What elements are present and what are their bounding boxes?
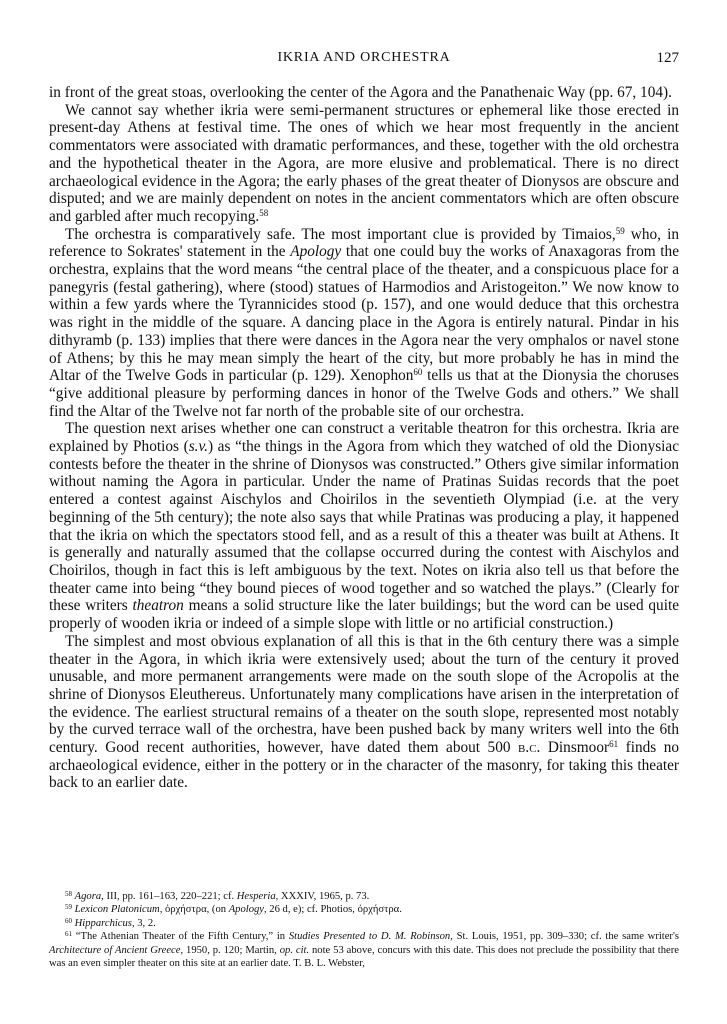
footnote-58-mark: 58 — [65, 890, 72, 898]
footnote-59-text-d: , 26 d, e); cf. Photios, ὀρχήστρα. — [264, 904, 402, 916]
footnote-ref-61: 61 — [609, 739, 619, 750]
paragraph-3-text-c: that one could buy the works of Anaxagoras from the orchestra, explains that the word means “the central place of the theater, and a conspicuous place for a panegyris (festal gathering), where (stood) statues of Harmodios and Aristogeiton.” We now know to within a few yards where the Tyrannicides stood (p. 157), and one would deduce that this orchestra was right in the middle of the square. A dancing place in the Agora is entirely natural. Pindar in his dithyramb (p. 133) implies that there were dances in the Agora near the very omphalos or navel stone of Athens; by this he may mean simply the heart of the city, but more probably he has in mind the Altar of the Twelve Gods in particular (p. 129). Xenophon — [49, 243, 679, 385]
footnote-59-apology: Apology — [228, 904, 264, 916]
paragraph-3 — [49, 226, 679, 421]
footnote-61-studies: Studies Presented to D. M. Robinson — [288, 931, 451, 943]
footnote-60-text-b: , 3, 2. — [131, 917, 156, 929]
sv-abbrev: s.v. — [188, 438, 208, 456]
footnote-61-op-cit: op. cit. — [279, 944, 310, 956]
paragraph-4-text-c: means a solid structure like the later buildings; but the word can be used quite properly of wooden ikria or indeed of a simple slope with little or no artificial construction.) — [49, 597, 679, 633]
footnote-61-text-e: , 1950, p. 120; Martin, — [180, 944, 280, 956]
footnote-61-text-g: note 53 above, concurs with this date. This does not preclude the possibility that there was an even simpler theater on this site at an earlier date. T. B. L. Webster, — [49, 944, 679, 970]
paragraph-1-text: in front of the great stoas, overlooking the center of the Agora and the Panathenaic Way (pp. 67, 104). — [49, 84, 672, 101]
paragraph-2 — [49, 102, 679, 226]
paragraph-1 — [49, 84, 679, 102]
body-text — [49, 84, 679, 792]
footnote-ref-59: 59 — [615, 225, 625, 236]
paragraph-3-text-b: who, in reference to Sokrates' statement in the — [49, 225, 679, 261]
footnote-58-hesperia: Hesperia — [236, 891, 276, 902]
footnote-58 — [49, 890, 679, 903]
paragraph-4-text-a: The question next arises whether one can construct a veritable theatron for this orchestra. Ikria are explained by Photios ( — [49, 420, 679, 456]
footnote-60 — [49, 917, 679, 930]
paragraph-2-text: We cannot say whether ikria were semi-permanent structures or ephemeral like those erected in present-day Athens at festival time. The ones of which we hear most frequently in the ancient commentators were associated with dramatic performances, and these, together with the old orchestra and the hypothetical theater in the Agora, are more elusive and problematical. There is no direct archaeological evidence in the Agora; the early phases of the great theater of Dionysos are obscure and disputed; and we are mainly dependent on notes in the ancient commentators which are often obscure and garbled after much recopying. — [49, 101, 679, 225]
footnote-ref-58: 58 — [259, 207, 269, 218]
footnote-58-text-b: , III, pp. 161–163, 220–221; cf. — [101, 891, 237, 902]
bc-abbrev: b.c. — [518, 739, 541, 757]
footnote-60-hipparchicus: Hipparchicus — [74, 917, 132, 929]
footnote-58-agora: Agora — [74, 891, 102, 902]
paragraph-4 — [49, 420, 679, 632]
footnote-60-mark: 60 — [65, 916, 72, 925]
footnotes — [49, 890, 679, 970]
footnote-59 — [49, 903, 679, 916]
paragraph-5-text-b: Dinsmoor — [540, 739, 610, 757]
paragraph-3-text-a: The orchestra is comparatively safe. The most important clue is provided by Timaios, — [65, 225, 616, 243]
footnote-61 — [49, 930, 679, 970]
running-title: IKRIA AND ORCHESTRA — [277, 50, 451, 65]
footnote-61-mark: 61 — [65, 930, 72, 939]
footnote-ref-60: 60 — [413, 367, 423, 378]
paragraph-4-text-b: ) as “the things in the Agora from which they watched of old the Dionysiac contests before the theater in the shrine of Dionysos was constructed.” Others give similar information without naming the Agora in particular. Under the name of Pratinas Suidas records that the poet entered a contest against Aischylos and Choirilos in the seventieth Olympiad (i.e. at the very beginning of the 5th century); the note also says that while Pratinas was producing a play, it happened that the ikria on which the spectators stood fell, and as a result of this a theater was built at Athens. It is generally and naturally assumed that the collapse occurred during the contest with Aischylos and Choirilos, though in fact this is left ambiguous by the text. Notes on ikria also tell us that before the theater came into being “they bound pieces of wood together and so watched the plays.” (Clearly for these writers — [49, 438, 680, 615]
footnote-59-lexicon: Lexicon Platonicum — [74, 904, 160, 916]
footnote-59-text-b: , ὀρχήστρα, (on — [159, 904, 229, 916]
apology-title: Apology — [290, 243, 342, 261]
theatron-word: theatron — [132, 597, 184, 615]
footnote-58-text-d: , XXXIV, 1965, p. 73. — [275, 891, 370, 902]
paragraph-5 — [49, 633, 679, 792]
running-head — [49, 50, 679, 72]
footnote-61-architecture: Architecture of Ancient Greece — [49, 944, 181, 956]
footnote-59-mark: 59 — [65, 903, 72, 912]
paragraph-5-text-c: finds no archaeological evidence, either in the pottery or in the character of the masonry, for taking this theater back to an earlier date. — [49, 739, 680, 792]
footnote-61-text-a: “The Athenian Theater of the Fifth Century,” in — [75, 931, 289, 943]
page-number: 127 — [656, 50, 679, 66]
paragraph-3-text-d: tells us that at the Dionysia the choruses “give additional pleasure by performing dances in honor of the Twelve Gods and others.” We shall find the Altar of the Twelve not far north of the probable site of our orchestra. — [49, 367, 679, 420]
footnote-61-text-c: , St. Louis, 1951, pp. 309–330; cf. the same writer's — [450, 931, 679, 943]
paragraph-5-text-a: The simplest and most obvious explanation of all this is that in the 6th century there was a simple theater in the Agora, in which ikria were extensively used; about the turn of the century it proved unusable, and more permanent arrangements were made on the south slope of the Acropolis at the shrine of Dionysos Eleuthereus. Unfortunately many complications have arisen in the interpretation of the evidence. The earliest structural remains of a theater on the south slope, represented most notably by the curved terrace wall of the orchestra, have been pushed back by many writers well into the 6th century. Good recent authorities, however, have dated them about 500 — [49, 632, 679, 757]
